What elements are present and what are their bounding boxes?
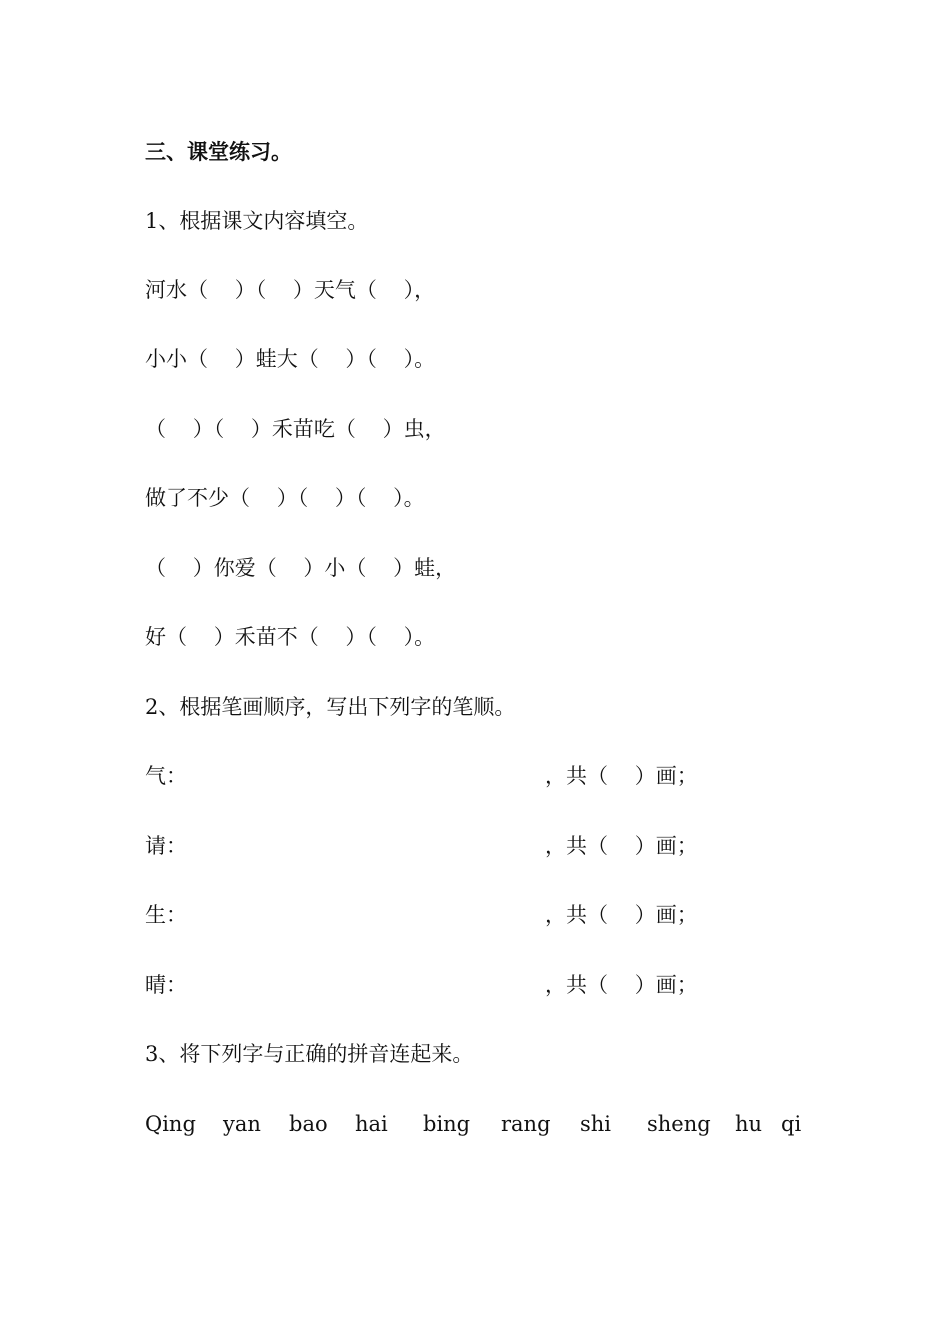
pinyin-item: rang [501,1112,551,1136]
q1-fill-line-2: 小小（ ）蛙大（ ）（ ）。 [145,347,436,371]
q2-item-tail-4: ，共（ ）画； [545,973,698,997]
q1-fill-line-5: （ ）你爱（ ）小（ ）蛙， [145,556,457,580]
pinyin-item: qi [781,1112,802,1136]
q2-prompt: 2、根据笔画顺序，写出下列字的笔顺。 [145,695,516,719]
q3-prompt: 3、将下列字与正确的拼音连起来。 [145,1042,474,1066]
q2-item-char-3: 生： [145,903,187,927]
section-title: 三、课堂练习。 [145,140,292,164]
pinyin-item: hai [355,1112,388,1136]
pinyin-item: sheng [647,1112,711,1136]
pinyin-item: Qing [145,1112,196,1136]
pinyin-item: hu [735,1112,763,1136]
q2-item-tail-1: ，共（ ）画； [545,764,698,788]
pinyin-item: bing [423,1112,471,1136]
q2-item-tail-2: ，共（ ）画； [545,834,698,858]
q1-fill-line-3: （ ）（ ）禾苗吃（ ）虫， [145,417,446,441]
pinyin-item: shi [580,1112,612,1136]
q1-fill-line-1: 河水（ ）（ ）天气（ ）， [145,278,436,302]
q1-fill-line-4: 做了不少（ ）（ ）（ ）。 [145,486,425,510]
pinyin-item: yan [223,1112,261,1136]
q2-item-char-2: 请： [145,834,187,858]
q3-pinyin-row [145,1111,845,1137]
q1-fill-line-6: 好（ ）禾苗不（ ）（ ）。 [145,625,436,649]
q2-item-tail-3: ，共（ ）画； [545,903,698,927]
q2-item-char-1: 气： [145,764,187,788]
pinyin-item: bao [289,1112,328,1136]
q2-item-char-4: 晴： [145,973,187,997]
q1-prompt: 1、根据课文内容填空。 [145,209,369,233]
